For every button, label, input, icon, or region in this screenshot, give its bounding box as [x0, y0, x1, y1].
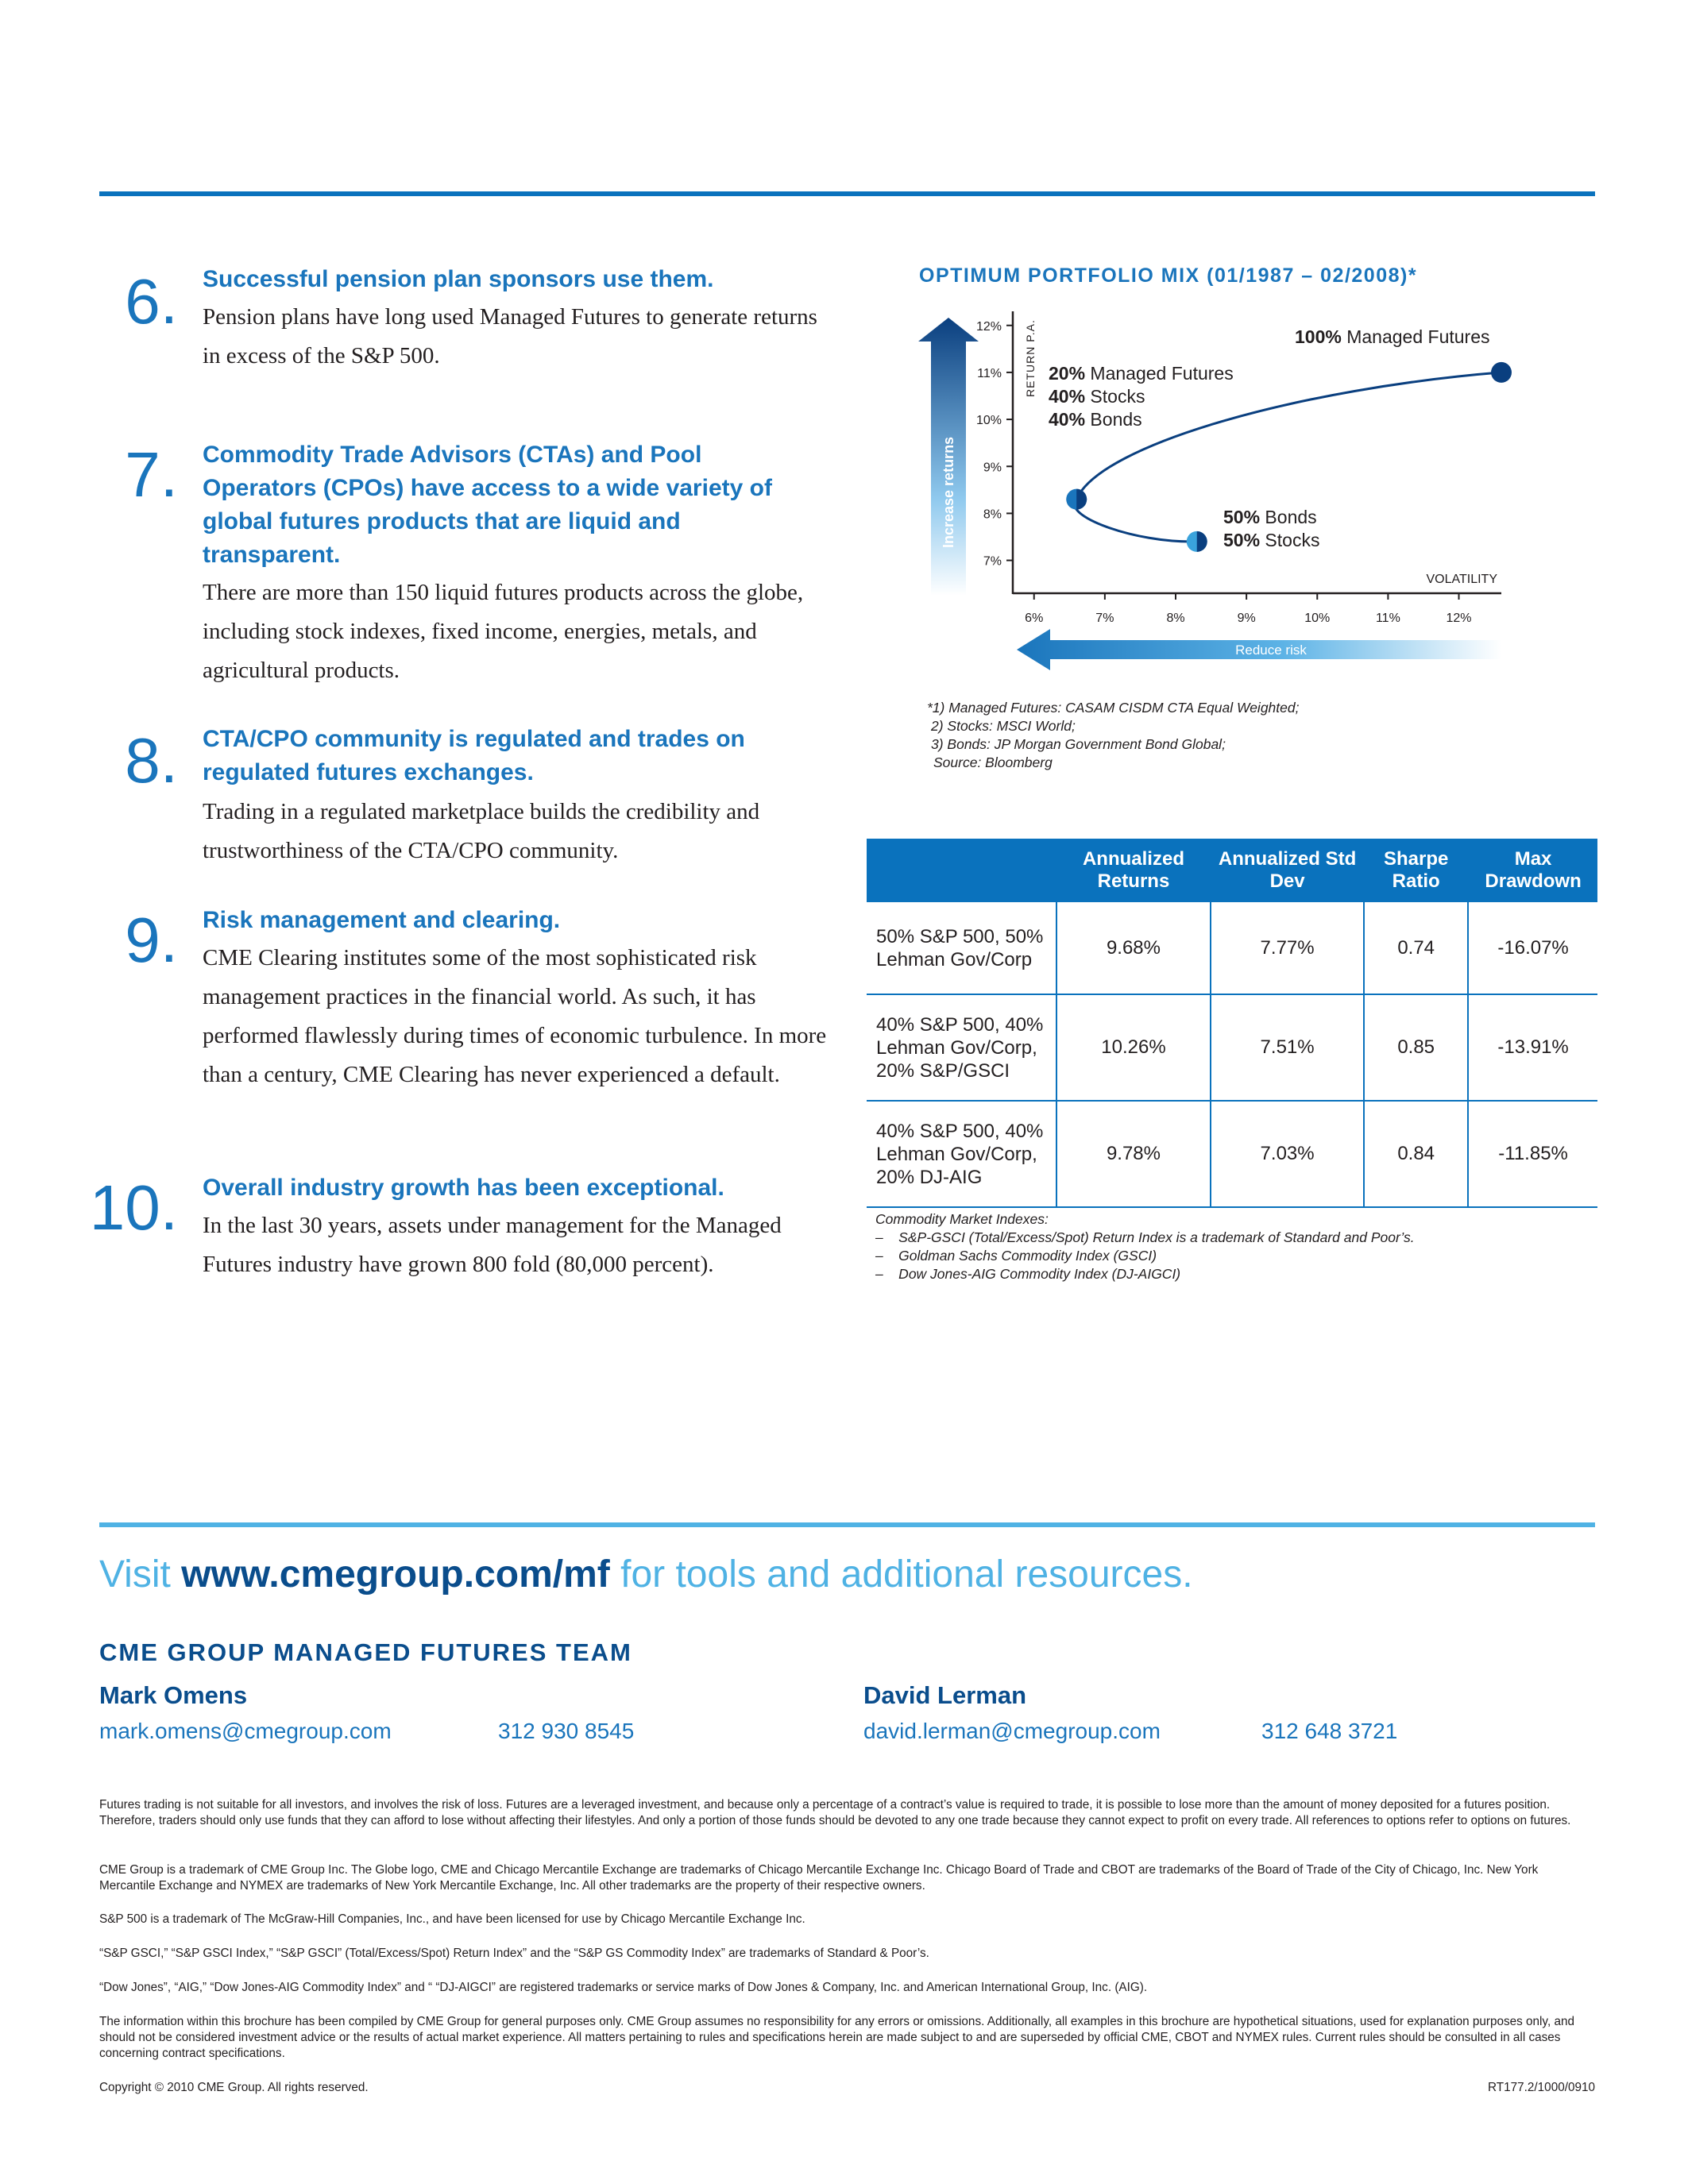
- visit-url-link[interactable]: www.cmegroup.com/mf: [181, 1553, 610, 1596]
- point-number: 6.: [125, 266, 178, 337]
- x-tick-label: 9%: [1237, 612, 1256, 625]
- label-bs-line-1: 50% Bonds: [1223, 507, 1317, 527]
- x-tick-label: 7%: [1095, 612, 1114, 625]
- portfolio-stats-table: [867, 839, 1597, 1208]
- top-divider: [99, 191, 1595, 196]
- reduce-risk-label: Reduce risk: [1235, 642, 1307, 658]
- legal-paragraph: The information within this brochure has been compiled by CME Group for general purposes only. CME Group assumes no responsibility for any errors or omissions. Additionally, all examples in this brochure are hypothetical situations, used for explanation purposes only, and should not be considered investment advice or the results of actual market experience. All matters pertaining to rules and specifications herein are made subject to and are superseded by official CME, CBOT and NYMEX rules. Current rules should be consulted in all cases concerning contract specifications.: [99, 2015, 1574, 2060]
- footnote-line: *1) Managed Futures: CASAM CISDM CTA Equal Weighted;: [927, 700, 1300, 716]
- table-header: Sharpe Ratio: [1364, 839, 1468, 902]
- dot-100-managed-futures: [1491, 362, 1512, 383]
- point-title: Risk management and clearing.: [203, 907, 561, 933]
- table-cell: 9.78%: [1056, 1101, 1211, 1207]
- contact-email-link[interactable]: david.lerman@cmegroup.com: [863, 1719, 1161, 1743]
- legal-paragraph: Futures trading is not suitable for all investors, and involves the risk of loss. Futures are a leveraged investment, and because only a percentage of a contract’s value is required to trade, it is possible to lose more than the amount of money deposited for a futures position. Therefore, traders should only use funds that they can afford to lose without affecting their lifestyles. And only a portion of those funds should be devoted to any one trade because they cannot expect to profit on every trade. All references to options refer to options on futures.: [99, 1798, 1571, 1827]
- y-tick-label: 9%: [983, 461, 1002, 475]
- table-cell: 7.77%: [1211, 902, 1364, 994]
- contact-email-link[interactable]: mark.omens@cmegroup.com: [99, 1719, 392, 1743]
- x-tick-label: 10%: [1304, 612, 1331, 625]
- point-title: Commodity Trade Advisors (CTAs) and Pool Operators (CPOs) have access to a wide variety of global futures products that are liquid and transparent.: [203, 442, 772, 568]
- legal-paragraph: CME Group is a trademark of CME Group Inc. The Globe logo, CME and Chicago Mercantile Exchange are trademarks of Chicago Mercantile Exchange Inc. Chicago Board of Trade and CBOT are trademarks of the Board of Trade of the City of Chicago, Inc. New York Mercantile Exchange and NYMEX are trademarks of New York Mercantile Exchange, Inc. All other trademarks are the property of their respective owners.: [99, 1863, 1539, 1893]
- legal-paragraph: S&P 500 is a trademark of The McGraw-Hill Companies, Inc., and have been licensed for use by Chicago Mercantile Exchange Inc.: [99, 1912, 805, 1926]
- point-body: There are more than 150 liquid futures products across the globe, including stock indexes, fixed income, energies, metals, and agricultural products.: [203, 580, 804, 683]
- point-7: [0, 438, 842, 693]
- notes-title: Commodity Market Indexes:: [875, 1211, 1049, 1227]
- row-label: 50% S&P 500, 50% Lehman Gov/Corp: [867, 902, 1056, 994]
- y-tick-label: 10%: [975, 414, 1002, 428]
- table-cell: 9.68%: [1056, 902, 1211, 994]
- point-title: Overall industry growth has been exceptional.: [203, 1175, 724, 1201]
- table-cell: 0.74: [1364, 902, 1468, 994]
- x-tick-label: 12%: [1446, 612, 1472, 625]
- label-100-mf: 100% Managed Futures: [1295, 326, 1490, 347]
- visit-pre: Visit: [99, 1553, 182, 1596]
- dot-bonds-stocks-half: [1197, 531, 1207, 552]
- footnote-line: 2) Stocks: MSCI World;: [931, 718, 1076, 734]
- table-cell: 10.26%: [1056, 994, 1211, 1101]
- table-cell: -13.91%: [1468, 994, 1597, 1101]
- x-tick-label: 8%: [1166, 612, 1185, 625]
- contact-name: David Lerman: [863, 1681, 1027, 1709]
- table-cell: 7.03%: [1211, 1101, 1364, 1207]
- point-6: [0, 262, 842, 389]
- point-title: Successful pension plan sponsors use them.: [203, 266, 714, 292]
- y-tick-label: 11%: [977, 366, 1002, 380]
- copyright: Copyright © 2010 CME Group. All rights reserved.: [99, 2081, 369, 2094]
- dot-mixed-portfolio-half: [1076, 489, 1087, 510]
- table-row: [867, 1101, 1597, 1207]
- point-9: [0, 904, 842, 1142]
- table-row: [867, 902, 1597, 994]
- point-number: 10.: [89, 1172, 178, 1243]
- label-mix-line-2: 40% Stocks: [1049, 386, 1145, 407]
- point-title: CTA/CPO community is regulated and trades on regulated futures exchanges.: [203, 726, 745, 785]
- table-header: Annualized Returns: [1056, 839, 1211, 902]
- label-mix-line-1: 20% Managed Futures: [1049, 363, 1234, 384]
- point-body: CME Clearing institutes some of the most sophisticated risk management practices in the financial world. As such, it has performed flawlessly during times of economic turbulence. In more than a century, CME Clearing has never experienced a default.: [203, 945, 827, 1087]
- table-header-empty: [867, 839, 1056, 902]
- portfolio-chart: [914, 302, 1517, 683]
- table-notes: [875, 1210, 1415, 1283]
- y-tick-label: 8%: [983, 507, 1002, 522]
- chart-title: OPTIMUM PORTFOLIO MIX (01/1987 – 02/2008)*: [919, 264, 1418, 287]
- increase-returns-label: Increase returns: [941, 436, 956, 548]
- table-cell: 0.85: [1364, 994, 1468, 1101]
- point-number: 9.: [125, 905, 178, 975]
- table-cell: -11.85%: [1468, 1101, 1597, 1207]
- label-bs-line-2: 50% Stocks: [1223, 530, 1320, 550]
- note-line: – Dow Jones-AIG Commodity Index (DJ-AIGCI): [875, 1266, 1181, 1282]
- note-line: – Goldman Sachs Commodity Index (GSCI): [875, 1248, 1157, 1264]
- y-tick-label: 12%: [975, 319, 1002, 334]
- table-cell: -16.07%: [1468, 902, 1597, 994]
- visit-line: [99, 1553, 1193, 1596]
- chart-footnotes: [927, 699, 1299, 772]
- bottom-divider: [99, 1522, 1595, 1527]
- table-cell: 0.84: [1364, 1101, 1468, 1207]
- footnote-line: Source: Bloomberg: [933, 754, 1053, 770]
- row-label: 40% S&P 500, 40% Lehman Gov/Corp, 20% DJ-AIG: [867, 1101, 1056, 1207]
- point-number: 8.: [125, 725, 178, 796]
- visit-post: for tools and additional resources.: [609, 1553, 1193, 1596]
- table-cell: 7.51%: [1211, 994, 1364, 1101]
- point-number: 7.: [125, 439, 178, 510]
- document-code: RT177.2/1000/0910: [1488, 2081, 1595, 2094]
- point-body: Pension plans have long used Managed Futures to generate returns in excess of the S&P 500.: [203, 304, 817, 369]
- footnote-line: 3) Bonds: JP Morgan Government Bond Global;: [931, 736, 1226, 752]
- legal-paragraph: “S&P GSCI,” “S&P GSCI Index,” “S&P GSCI” (Total/Excess/Spot) Return Index” and the “S&P GS Commodity Index” are trademarks of Standard & Poor’s.: [99, 1947, 929, 1960]
- y-axis-label: RETURN P.A.: [1024, 319, 1037, 397]
- point-10: [0, 1171, 842, 1298]
- team-heading: CME GROUP MANAGED FUTURES TEAM: [99, 1638, 632, 1666]
- label-mix-line-3: 40% Bonds: [1049, 409, 1142, 430]
- contact-phone: 312 930 8545: [498, 1719, 635, 1743]
- contact-phone: 312 648 3721: [1261, 1719, 1398, 1743]
- note-line: – S&P-GSCI (Total/Excess/Spot) Return Index is a trademark of Standard and Poor’s.: [875, 1229, 1415, 1245]
- row-label: 40% S&P 500, 40% Lehman Gov/Corp, 20% S&P/GSCI: [867, 994, 1056, 1101]
- y-tick-label: 7%: [983, 554, 1002, 569]
- table-header: Max Drawdown: [1468, 839, 1597, 902]
- point-body: Trading in a regulated marketplace builds the credibility and trustworthiness of the CTA/CPO community.: [203, 799, 760, 863]
- x-axis-label: VOLATILITY: [1426, 573, 1497, 586]
- point-8: [0, 723, 842, 874]
- point-body: In the last 30 years, assets under management for the Managed Futures industry have grown 800 fold (80,000 percent).: [203, 1213, 782, 1277]
- legal-paragraph: “Dow Jones”, “AIG,” “Dow Jones-AIG Commodity Index” and “ “DJ-AIGCI” are registered trademarks or service marks of Dow Jones & Company, Inc. and American International Group, Inc. (AIG).: [99, 1981, 1148, 1994]
- table-header: Annualized Std Dev: [1211, 839, 1364, 902]
- table-row: [867, 994, 1597, 1101]
- contact-name: Mark Omens: [99, 1681, 248, 1709]
- x-tick-label: 11%: [1375, 612, 1400, 625]
- x-tick-label: 6%: [1025, 612, 1044, 625]
- table-header-row: [867, 839, 1597, 902]
